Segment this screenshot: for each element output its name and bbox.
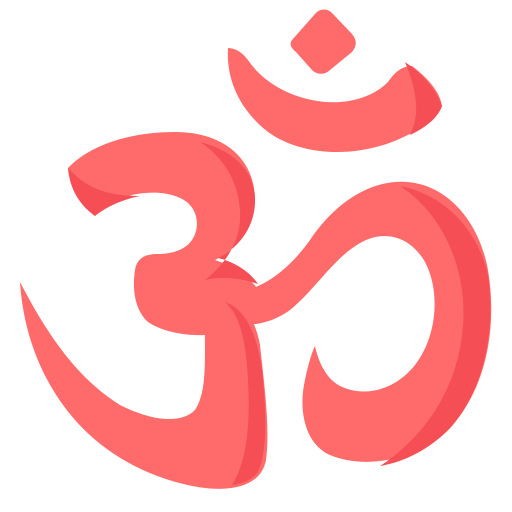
om-bindu-dot [291, 10, 356, 74]
